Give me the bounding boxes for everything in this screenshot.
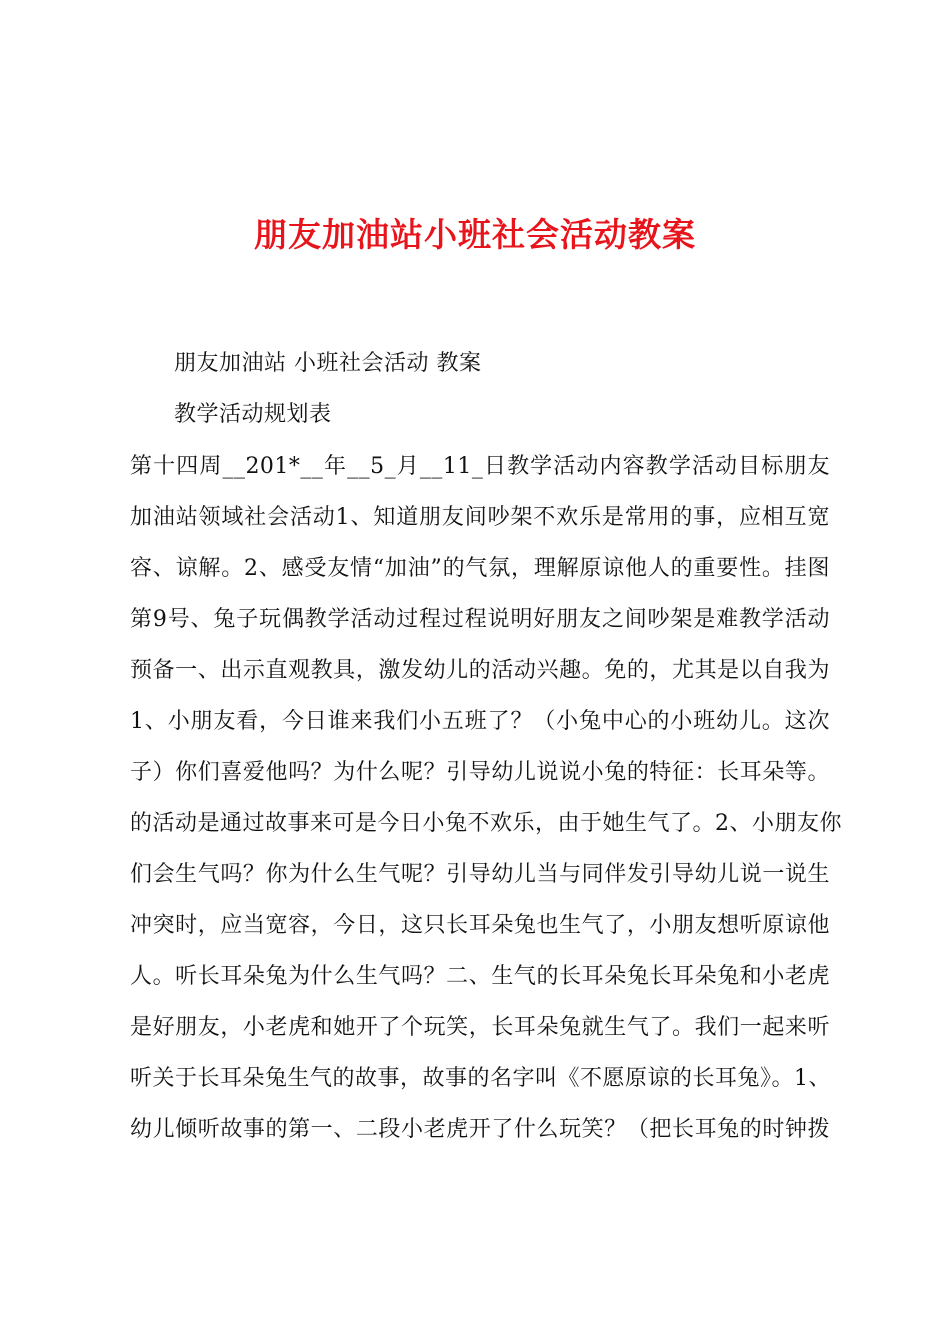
table-label-line: 教学活动规划表 <box>174 402 332 427</box>
body-line: 预备一、出示直观教具，激发幼儿的活动兴趣。免的，尤其是以自我为 <box>130 658 830 683</box>
body-line: 幼儿倾听故事的第一、二段小老虎开了什么玩笑？（把长耳兔的时钟拨 <box>130 1117 830 1142</box>
body-line: 第十四周__201*__年__5_月__11_日教学活动内容教学活动目标朋友 <box>130 454 830 479</box>
subtitle-line: 朋友加油站 小班社会活动 教案 <box>174 351 482 376</box>
body-line: 的活动是通过故事来可是今日小兔不欢乐，由于她生气了。2、小朋友你 <box>130 811 842 836</box>
body-line: 是好朋友，小老虎和她开了个玩笑，长耳朵兔就生气了。我们一起来听 <box>130 1015 830 1040</box>
document-title: 朋友加油站小班社会活动教案 <box>254 215 696 254</box>
body-line: 第9号、兔子玩偶教学活动过程过程说明好朋友之间吵架是难教学活动 <box>130 607 830 632</box>
body-line: 人。听长耳朵兔为什么生气吗？二、生气的长耳朵兔长耳朵兔和小老虎 <box>130 964 830 989</box>
body-line: 1、小朋友看，今日谁来我们小五班了？（小兔中心的小班幼儿。这次 <box>130 709 830 734</box>
body-line: 们会生气吗？你为什么生气呢？引导幼儿当与同伴发引导幼儿说一说生 <box>130 862 830 887</box>
body-line: 子）你们喜爱他吗？为什么呢？引导幼儿说说小兔的特征：长耳朵等。 <box>130 760 830 785</box>
body-line: 容、谅解。2、感受友情“加油”的气氛，理解原谅他人的重要性。挂图 <box>130 556 830 581</box>
body-line: 听关于长耳朵兔生气的故事，故事的名字叫《不愿原谅的长耳兔》。1、 <box>130 1066 831 1091</box>
body-line: 加油站领域社会活动1、知道朋友间吵架不欢乐是常用的事，应相互宽 <box>130 505 830 530</box>
body-line: 冲突时，应当宽容，今日，这只长耳朵兔也生气了，小朋友想听原谅他 <box>130 913 830 938</box>
